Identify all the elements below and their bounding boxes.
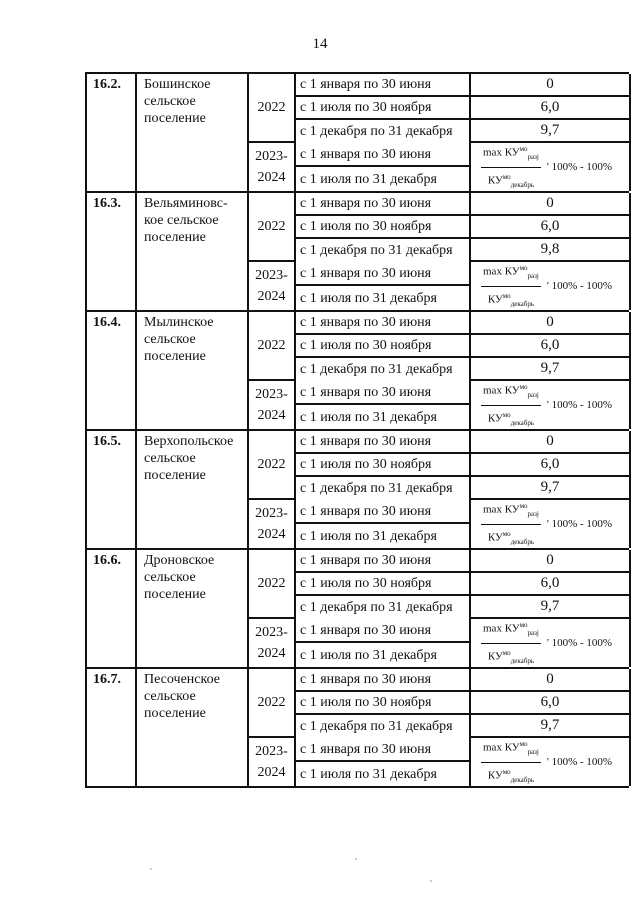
period-cell: с 1 декабря по 31 декабря <box>296 358 471 381</box>
period-cell: с 1 июля по 31 декабря <box>296 167 471 191</box>
table-row-group <box>85 72 629 193</box>
value-cell: 0 <box>471 312 631 335</box>
formula-cell <box>471 738 631 786</box>
table-row-group <box>85 431 629 550</box>
period-cell: с 1 января по 30 июня <box>296 74 471 97</box>
formula-numerator: $\max КУ^{мо}_{paзj}$ <box>481 498 541 525</box>
formula-fraction <box>481 498 541 551</box>
value-cell: 6,0 <box>471 97 631 120</box>
value-cell: 9,7 <box>471 715 631 738</box>
formula-fraction <box>481 379 541 432</box>
table-row-group <box>85 193 629 312</box>
row-number: 16.7. <box>87 669 137 786</box>
formula-denominator: $КУ^{мо}_{декабрь}$ <box>487 291 535 308</box>
formula-fraction <box>481 736 541 789</box>
value-cell: 6,0 <box>471 692 631 715</box>
period-cell: с 1 июля по 30 ноября <box>296 216 471 239</box>
period-cell: с 1 января по 30 июня <box>296 312 471 335</box>
formula-numerator: $\max КУ^{мо}_{paзj}$ <box>481 379 541 406</box>
formula-tail: ' 100% - 100% <box>546 160 613 173</box>
years-2023-2024: 2023- 2024 <box>249 381 296 429</box>
row-number: 16.6. <box>87 550 137 667</box>
formula-cell <box>471 143 631 191</box>
value-cell: 9,7 <box>471 477 631 500</box>
period-cell: с 1 января по 30 июня <box>296 619 471 643</box>
formula-cell <box>471 262 631 310</box>
settlement-name: Бошинское сельское поселение <box>137 74 249 191</box>
table-row-group <box>85 669 629 788</box>
years-2023-2024: 2023- 2024 <box>249 262 296 310</box>
period-cell: с 1 декабря по 31 декабря <box>296 120 471 143</box>
period-cell: с 1 января по 30 июня <box>296 500 471 524</box>
period-cell: с 1 января по 30 июня <box>296 431 471 454</box>
value-cell: 0 <box>471 74 631 97</box>
years-2023-2024: 2023- 2024 <box>249 738 296 786</box>
settlement-name: Дроновское сельское поселение <box>137 550 249 667</box>
value-cell: 6,0 <box>471 216 631 239</box>
year-2022: 2022 <box>249 431 296 500</box>
formula-tail: ' 100% - 100% <box>546 755 613 768</box>
period-cell: с 1 января по 30 июня <box>296 738 471 762</box>
value-cell: 9,8 <box>471 239 631 262</box>
formula-denominator: $КУ^{мо}_{декабрь}$ <box>487 410 535 427</box>
value-cell: 6,0 <box>471 573 631 596</box>
year-2022: 2022 <box>249 550 296 619</box>
formula-tail: ' 100% - 100% <box>546 279 613 292</box>
period-cell: с 1 июля по 30 ноября <box>296 692 471 715</box>
period-cell: с 1 декабря по 31 декабря <box>296 239 471 262</box>
period-cell: с 1 января по 30 июня <box>296 143 471 167</box>
formula-denominator: $КУ^{мо}_{декабрь}$ <box>487 529 535 546</box>
period-cell: с 1 июля по 31 декабря <box>296 405 471 429</box>
formula-fraction <box>481 141 541 194</box>
settlement-name: Песоченское сельское поселение <box>137 669 249 786</box>
row-number: 16.2. <box>87 74 137 191</box>
period-cell: с 1 декабря по 31 декабря <box>296 477 471 500</box>
formula-denominator: $КУ^{мо}_{декабрь}$ <box>487 172 535 189</box>
period-cell: с 1 января по 30 июня <box>296 381 471 405</box>
row-number: 16.3. <box>87 193 137 310</box>
value-cell: 0 <box>471 550 631 573</box>
period-cell: с 1 января по 30 июня <box>296 669 471 692</box>
scan-speck <box>430 880 432 882</box>
years-2023-2024: 2023- 2024 <box>249 619 296 667</box>
value-cell: 0 <box>471 669 631 692</box>
settlement-name: Мылинское сельское поселение <box>137 312 249 429</box>
settlement-name: Верхопольское сельское поселение <box>137 431 249 548</box>
year-2022: 2022 <box>249 74 296 143</box>
period-cell: с 1 июля по 30 ноября <box>296 335 471 358</box>
period-cell: с 1 декабря по 31 декабря <box>296 715 471 738</box>
formula-cell <box>471 619 631 667</box>
value-cell: 0 <box>471 193 631 216</box>
year-2022: 2022 <box>249 669 296 738</box>
formula-denominator: $КУ^{мо}_{декабрь}$ <box>487 767 535 784</box>
period-cell: с 1 июля по 30 ноября <box>296 454 471 477</box>
formula-tail: ' 100% - 100% <box>546 636 613 649</box>
value-cell: 6,0 <box>471 454 631 477</box>
table-row-group <box>85 312 629 431</box>
formula-fraction <box>481 260 541 313</box>
formula-numerator: $\max КУ^{мо}_{paзj}$ <box>481 736 541 763</box>
formula-denominator: $КУ^{мо}_{декабрь}$ <box>487 648 535 665</box>
formula-cell <box>471 381 631 429</box>
period-cell: с 1 января по 30 июня <box>296 550 471 573</box>
value-cell: 9,7 <box>471 358 631 381</box>
scan-speck <box>355 858 357 860</box>
period-cell: с 1 июля по 31 декабря <box>296 524 471 548</box>
value-cell: 0 <box>471 431 631 454</box>
formula-numerator: $\max КУ^{мо}_{paзj}$ <box>481 260 541 287</box>
formula-cell <box>471 500 631 548</box>
table-row-group <box>85 550 629 669</box>
period-cell: с 1 июля по 31 декабря <box>296 643 471 667</box>
period-cell: с 1 июля по 31 декабря <box>296 286 471 310</box>
period-cell: с 1 января по 30 июня <box>296 262 471 286</box>
formula-numerator: $\max КУ^{мо}_{paзj}$ <box>481 617 541 644</box>
row-number: 16.5. <box>87 431 137 548</box>
page-number: 14 <box>312 36 328 52</box>
period-cell: с 1 июля по 30 ноября <box>296 97 471 120</box>
scan-speck <box>150 868 152 870</box>
formula-fraction <box>481 617 541 670</box>
formula-tail: ' 100% - 100% <box>546 398 613 411</box>
formula-tail: ' 100% - 100% <box>546 517 613 530</box>
value-cell: 9,7 <box>471 120 631 143</box>
row-number: 16.4. <box>87 312 137 429</box>
settlement-name: Вельяминовс- кое сельское поселение <box>137 193 249 310</box>
year-2022: 2022 <box>249 312 296 381</box>
years-2023-2024: 2023- 2024 <box>249 500 296 548</box>
value-cell: 6,0 <box>471 335 631 358</box>
period-cell: с 1 января по 30 июня <box>296 193 471 216</box>
value-cell: 9,7 <box>471 596 631 619</box>
period-cell: с 1 декабря по 31 декабря <box>296 596 471 619</box>
formula-numerator: $\max КУ^{мо}_{paзj}$ <box>481 141 541 168</box>
tariff-table <box>85 72 629 788</box>
year-2022: 2022 <box>249 193 296 262</box>
period-cell: с 1 июля по 31 декабря <box>296 762 471 786</box>
years-2023-2024: 2023- 2024 <box>249 143 296 191</box>
period-cell: с 1 июля по 30 ноября <box>296 573 471 596</box>
